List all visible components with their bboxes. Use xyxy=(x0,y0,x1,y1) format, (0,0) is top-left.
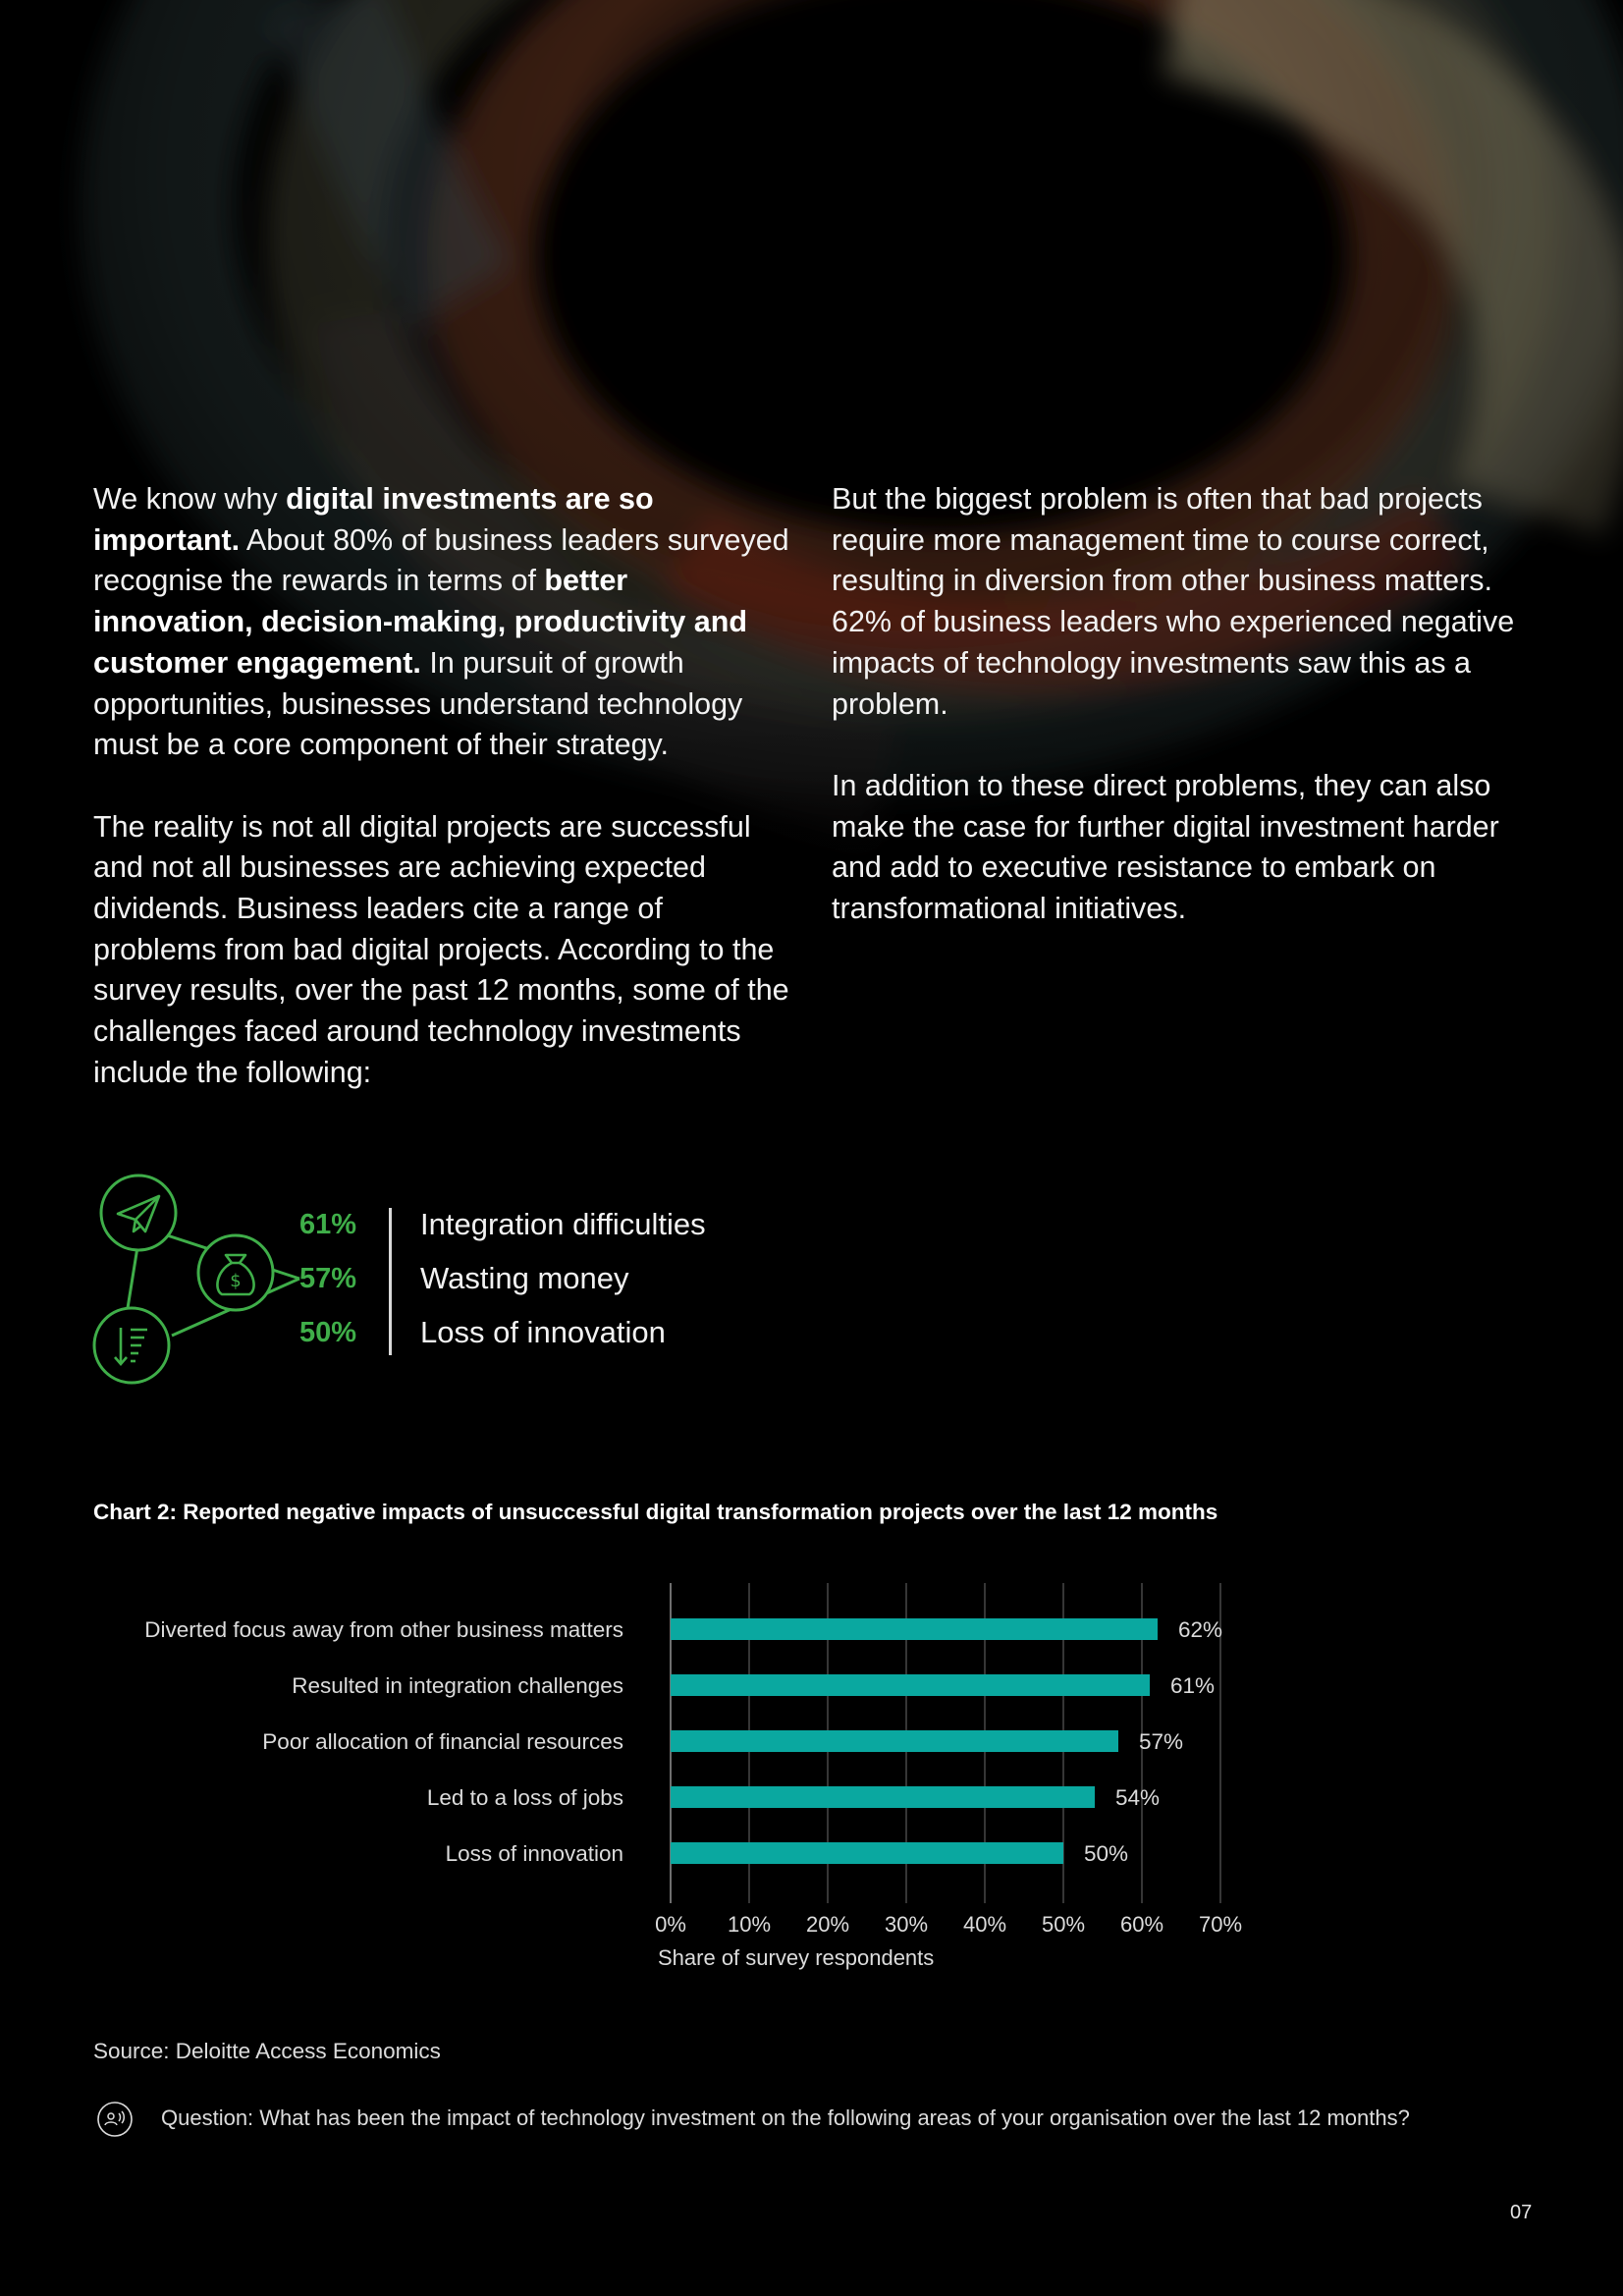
category-label: Resulted in integration challenges xyxy=(292,1673,623,1698)
page-number: 07 xyxy=(1510,2202,1533,2223)
survey-question: Question: What has been the impact of technology investment on the following areas of your organisation over the last 12 months? xyxy=(161,2105,1410,2130)
x-tick-label: 20% xyxy=(805,1912,850,1937)
x-tick-label: 70% xyxy=(1198,1912,1243,1937)
bar xyxy=(671,1786,1095,1808)
x-tick-label: 50% xyxy=(1041,1912,1086,1937)
stat-row xyxy=(299,1308,666,1357)
right-text-column xyxy=(832,479,1529,970)
stat-row xyxy=(299,1254,629,1303)
stat-label: Wasting money xyxy=(420,1261,629,1295)
reality-paragraph: The reality is not all digital projects are successful and not all businesses are achieving expected dividends. Business leaders cite a range of problems from bad digital projects. According to the survey results, over the past 12 months, some of the challenges faced around technology investments include the following: xyxy=(93,809,789,1089)
body-text: About 80% of business leaders surveyed recognise the rewards in terms of xyxy=(93,522,789,598)
x-tick-label: 10% xyxy=(727,1912,772,1937)
stat-row xyxy=(299,1200,706,1249)
biggest-problem-paragraph: But the biggest problem is often that bad projects require more management time to course correct, resulting in diversion from other business matters. 62% of business leaders who experienced negative impacts of technology investments saw this as a problem. xyxy=(832,482,1515,721)
body-text: We know why xyxy=(93,482,287,516)
stats-divider xyxy=(389,1208,392,1355)
svg-text:$: $ xyxy=(230,1271,242,1291)
intro-paragraph xyxy=(93,479,790,766)
speaker-person-icon xyxy=(96,2101,134,2138)
value-label: 61% xyxy=(1170,1673,1216,1698)
value-label: 54% xyxy=(1115,1785,1161,1810)
left-text-column xyxy=(93,479,790,1134)
value-label: 57% xyxy=(1139,1729,1184,1754)
body-text: In pursuit of growth opportunities, businesses understand technology must be a core component of their strategy. xyxy=(93,645,743,762)
category-label: Poor allocation of financial resources xyxy=(262,1729,623,1754)
category-label: Loss of innovation xyxy=(445,1841,623,1866)
category-label: Diverted focus away from other business matters xyxy=(144,1617,623,1642)
value-label: 50% xyxy=(1084,1841,1129,1866)
stat-percentage: 50% xyxy=(299,1316,357,1348)
category-label: Led to a loss of jobs xyxy=(426,1785,623,1810)
bar xyxy=(671,1674,1150,1696)
bar xyxy=(671,1618,1158,1640)
chart-tick-labels xyxy=(655,1912,1242,1937)
x-axis-label: Share of survey respondents xyxy=(658,1945,935,1970)
bar-chart xyxy=(0,1561,1623,1984)
chart-bars xyxy=(671,1618,1161,1864)
x-tick-label: 60% xyxy=(1119,1912,1164,1937)
bar xyxy=(671,1730,1118,1752)
emphasis-text: digital investments are so important. xyxy=(93,482,654,557)
x-tick-label: 40% xyxy=(962,1912,1007,1937)
stat-percentage: 61% xyxy=(299,1208,357,1240)
bar xyxy=(671,1842,1063,1864)
stat-label: Loss of innovation xyxy=(420,1315,666,1349)
emphasis-text: better innovation, decision-making, productivity and customer engagement. xyxy=(93,564,747,680)
chart-category-labels xyxy=(144,1617,623,1866)
x-tick-label: 30% xyxy=(884,1912,929,1937)
chart-title: Chart 2: Reported negative impacts of unsuccessful digital transformation projects over the last 12 months xyxy=(93,1500,1218,1524)
value-label: 62% xyxy=(1178,1617,1223,1642)
source-note: Source: Deloitte Access Economics xyxy=(93,2039,441,2063)
x-tick-label: 0% xyxy=(655,1912,686,1937)
stat-percentage: 57% xyxy=(299,1262,357,1294)
direct-problems-paragraph: In addition to these direct problems, they can also make the case for further digital investment harder and add to executive resistance to embark on transformational initiatives. xyxy=(832,768,1499,926)
stat-label: Integration difficulties xyxy=(420,1207,706,1241)
connector-line xyxy=(128,1247,137,1308)
